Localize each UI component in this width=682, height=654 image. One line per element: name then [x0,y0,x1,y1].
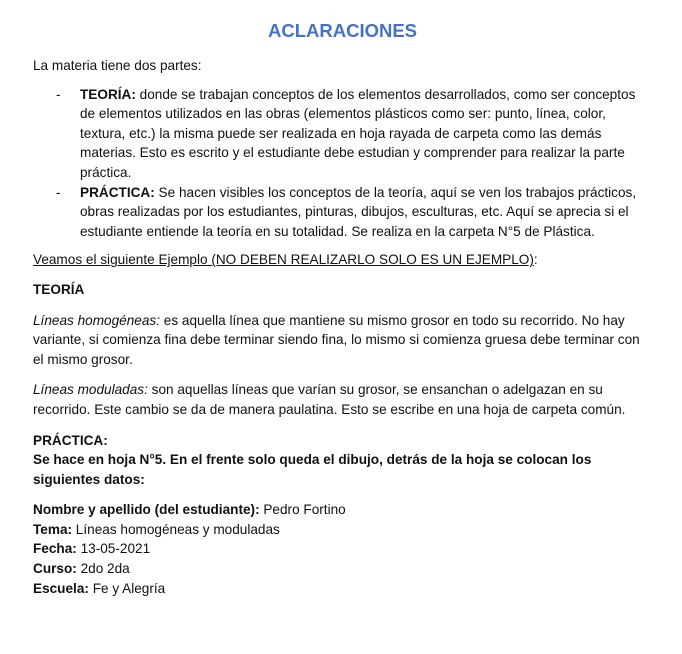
moduladas-text: son aquellas líneas que varían su grosor, se ensanchan o adelgazan en su recorrido. Este cambio se da de manera paulatina. Esto se escribe en una hoja de carpeta común. [33,382,626,417]
homogeneas-term: Líneas homogéneas: [33,312,160,328]
field-tema [33,520,642,540]
list-dash: - [56,86,61,102]
teoria-description: donde se trabajan conceptos de los elementos desarrollados, como ser conceptos de elementos utilizados en las obras (elementos plásticos como ser: punto, línea, color, textura, etc.) la misma puede ser realizada en hoja rayada de carpeta como las demás materias. Esto es escrito y el estudiante debe estudian y comprender para realizar la parte práctica. [80,86,636,180]
field-value: Líneas homogéneas y moduladas [72,521,280,537]
field-nombre [33,500,642,520]
teoria-label: TEORÍA: [80,86,136,102]
moduladas-paragraph [33,380,642,419]
intro-text: La materia tiene dos partes: [33,58,202,73]
field-label: Fecha: [33,541,77,557]
field-label: Nombre y apellido (del estudiante): [33,502,260,518]
field-value: 13-05-2021 [76,541,151,557]
field-value: Fe y Alegría [88,580,166,596]
homogeneas-paragraph [33,311,642,370]
field-label: Curso: [33,561,77,577]
student-data-block [33,500,642,598]
field-value: Pedro Fortino [259,502,346,518]
field-escuela [33,579,642,599]
parts-list [33,85,642,242]
homogeneas-text: es aquella línea que mantiene su mismo grosor en todo su recorrido. No hay variante, si comienza fina debe terminar siendo fina, lo mismo si comienza gruesa debe terminar con el mismo grosor. [33,312,640,367]
practica-label: PRÁCTICA: [80,184,155,200]
field-fecha [33,539,642,559]
field-label: Tema: [33,521,73,537]
document-title: ACLARACIONES [267,20,418,41]
teoria-heading: TEORÍA [33,281,85,297]
practica-description: Se hacen visibles los conceptos de la teoría, aquí se ven los trabajos prácticos, obras realizadas por los estudiantes, pinturas, dibujos, esculturas, etc. Aquí se aprecia si el estudiante entiende la teoría en su totalidad. Se realiza en la carpeta N°5 de Plástica. [80,184,637,239]
field-label: Escuela: [33,580,89,596]
list-item-practica [33,183,642,242]
list-dash: - [56,184,61,200]
practica-heading: PRÁCTICA: [33,432,108,448]
example-heading [33,250,642,270]
list-item-teoria [33,85,642,183]
example-heading-text: Veamos el siguiente Ejemplo (NO DEBEN REALIZARLO SOLO ES UN EJEMPLO) [33,252,534,268]
field-curso [33,559,642,579]
field-value: 2do 2da [76,561,130,577]
moduladas-term: Líneas moduladas: [33,382,148,398]
practica-instructions: Se hace en hoja N°5. En el frente solo queda el dibujo, detrás de la hoja se colocan los siguientes datos: [33,452,592,487]
example-heading-colon: : [533,252,538,268]
